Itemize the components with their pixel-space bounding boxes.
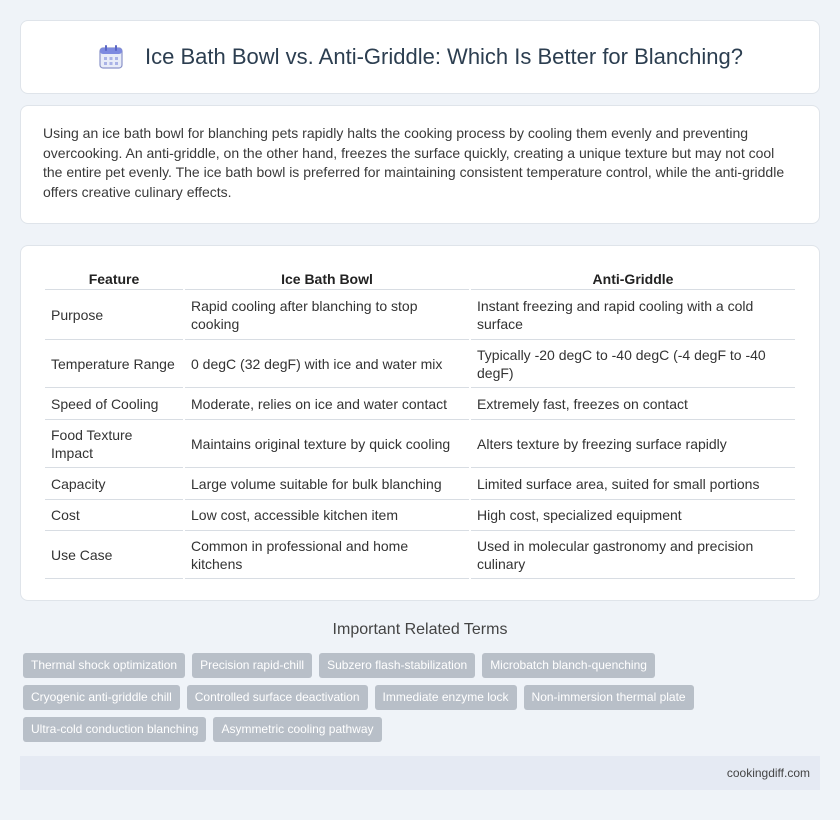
ice-bath-cell: Low cost, accessible kitchen item	[185, 500, 469, 531]
ice-bath-cell: Common in professional and home kitchens	[185, 531, 469, 579]
footer-site-link[interactable]: cookingdiff.com	[726, 766, 810, 780]
table-row	[45, 531, 795, 579]
ice-bath-cell: 0 degC (32 degF) with ice and water mix	[185, 340, 469, 388]
anti-griddle-cell: Limited surface area, suited for small portions	[471, 468, 795, 500]
related-term-tag[interactable]: Precision rapid-chill	[192, 653, 312, 678]
related-term-tag[interactable]: Microbatch blanch-quenching	[482, 653, 655, 678]
table-row	[45, 500, 795, 531]
related-term-tag[interactable]: Asymmetric cooling pathway	[213, 717, 381, 742]
ice-bath-cell: Maintains original texture by quick cooling	[185, 420, 469, 468]
header-feature: Feature	[45, 266, 183, 290]
title-card	[20, 20, 820, 94]
anti-griddle-cell: Instant freezing and rapid cooling with a cold surface	[471, 290, 795, 340]
comparison-table	[43, 266, 797, 579]
anti-griddle-cell: Extremely fast, freezes on contact	[471, 388, 795, 420]
related-term-tag[interactable]: Non-immersion thermal plate	[524, 685, 694, 710]
table-row	[45, 340, 795, 388]
calendar-icon	[97, 43, 125, 71]
page-title: Ice Bath Bowl vs. Anti-Griddle: Which Is Better for Blanching?	[145, 44, 743, 69]
related-term-tag[interactable]: Controlled surface deactivation	[187, 685, 368, 710]
footer	[20, 756, 820, 790]
ice-bath-cell: Moderate, relies on ice and water contact	[185, 388, 469, 420]
feature-cell: Food Texture Impact	[45, 420, 183, 468]
related-terms-list	[23, 653, 823, 749]
related-terms-title: Important Related Terms	[332, 621, 508, 638]
feature-cell: Cost	[45, 500, 183, 531]
table-row	[45, 290, 795, 340]
intro-text: Using an ice bath bowl for blanching pets rapidly halts the cooking process by cooling them evenly and preventing overcooking. An anti-griddle, on the other hand, freezes the surface quickly, creating a unique texture but may not cool the entire pet evenly. The ice bath bowl is preferred for maintaining consistent temperature control, while the anti-griddle offers creative culinary effects.	[43, 125, 785, 200]
intro-card	[20, 105, 820, 224]
feature-cell: Purpose	[45, 290, 183, 340]
anti-griddle-cell: High cost, specialized equipment	[471, 500, 795, 531]
feature-cell: Speed of Cooling	[45, 388, 183, 420]
table-row	[45, 468, 795, 500]
table-header-row	[45, 266, 795, 290]
related-term-tag[interactable]: Ultra-cold conduction blanching	[23, 717, 206, 742]
related-term-tag[interactable]: Subzero flash-stabilization	[319, 653, 475, 678]
header-ice-bath-bowl: Ice Bath Bowl	[185, 266, 469, 290]
ice-bath-cell: Large volume suitable for bulk blanching	[185, 468, 469, 500]
table-row	[45, 420, 795, 468]
feature-cell: Use Case	[45, 531, 183, 579]
anti-griddle-cell: Typically -20 degC to -40 degC (-4 degF to -40 degF)	[471, 340, 795, 388]
anti-griddle-cell: Used in molecular gastronomy and precision culinary	[471, 531, 795, 579]
comparison-card	[20, 245, 820, 601]
table-row	[45, 388, 795, 420]
feature-cell: Capacity	[45, 468, 183, 500]
related-term-tag[interactable]: Cryogenic anti-griddle chill	[23, 685, 180, 710]
related-term-tag[interactable]: Immediate enzyme lock	[375, 685, 517, 710]
feature-cell: Temperature Range	[45, 340, 183, 388]
related-term-tag[interactable]: Thermal shock optimization	[23, 653, 185, 678]
ice-bath-cell: Rapid cooling after blanching to stop cooking	[185, 290, 469, 340]
header-anti-griddle: Anti-Griddle	[471, 266, 795, 290]
anti-griddle-cell: Alters texture by freezing surface rapidly	[471, 420, 795, 468]
